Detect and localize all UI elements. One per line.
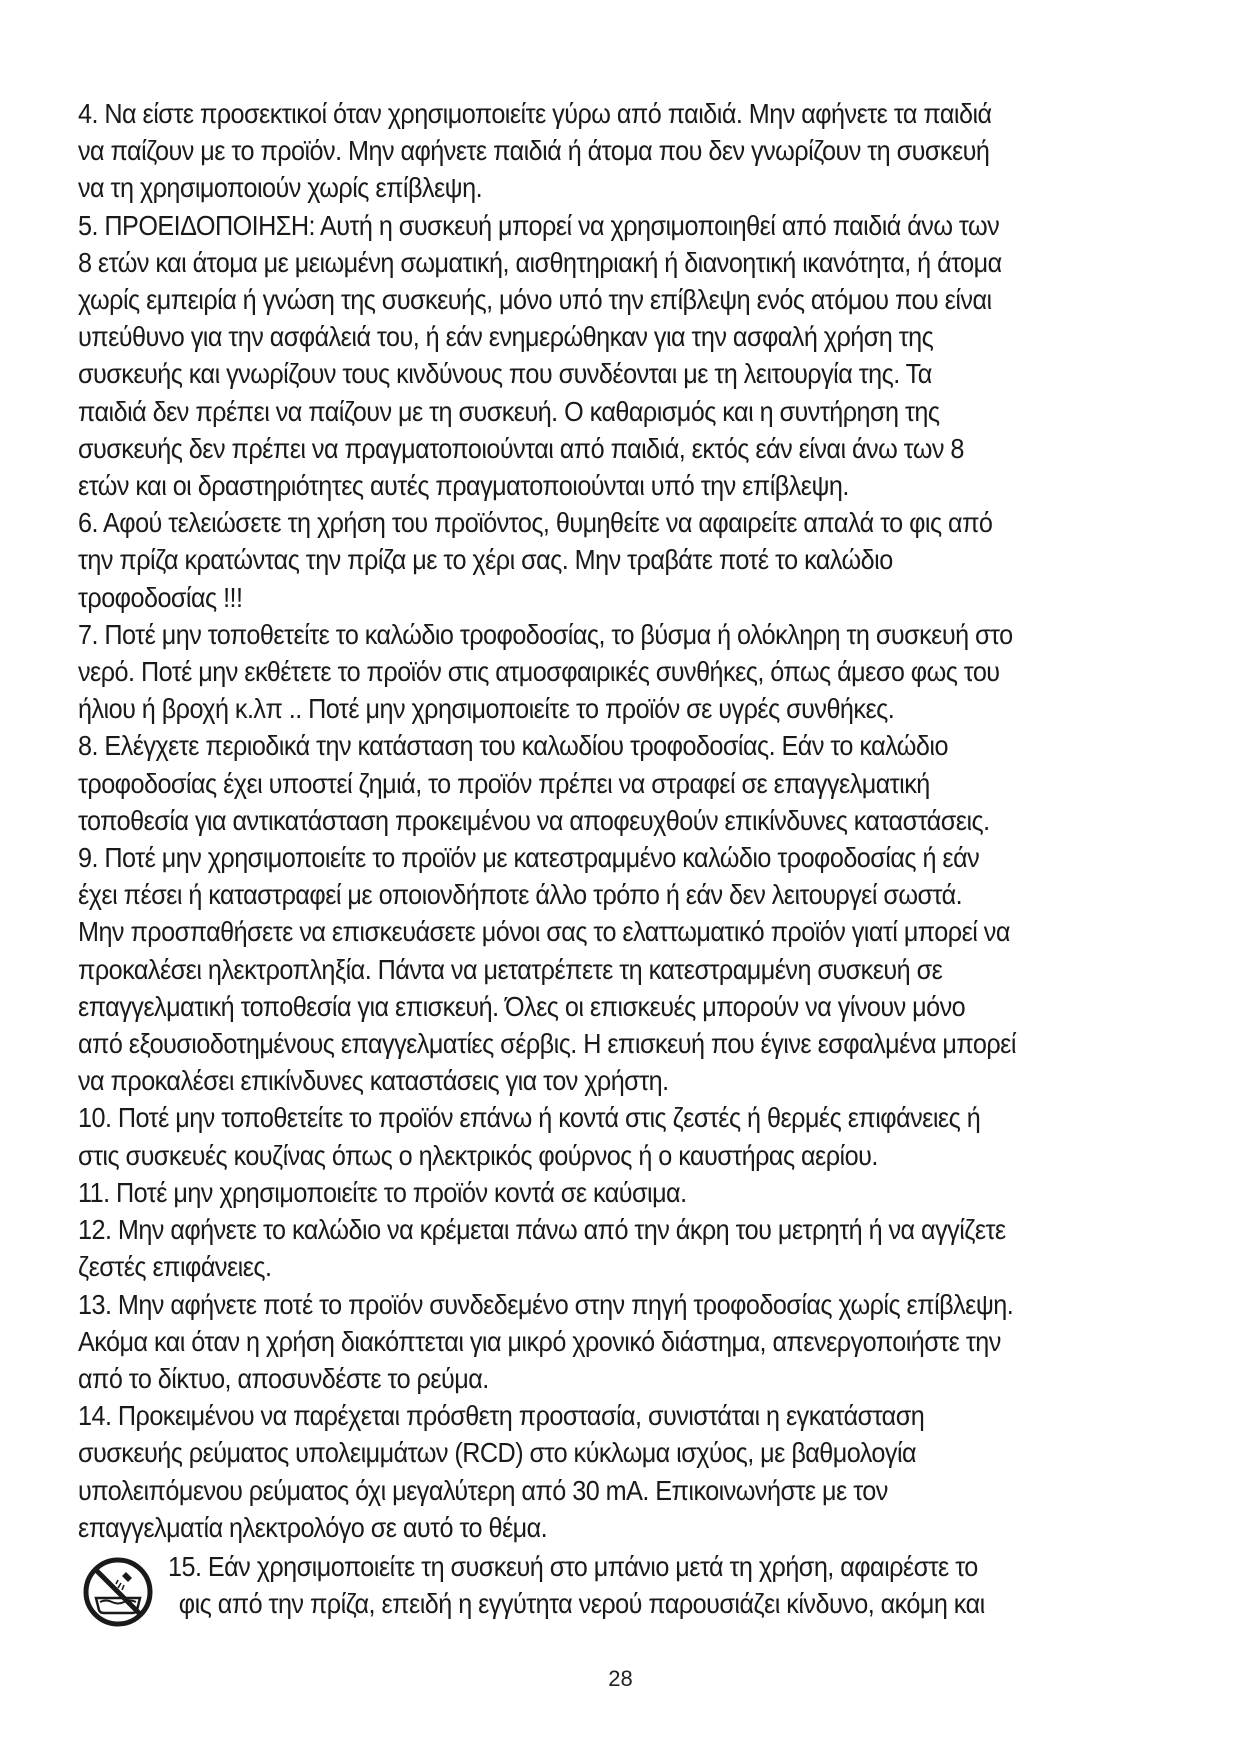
paragraph-line: στις συσκευές κουζίνας όπως ο ηλεκτρικός φούρνος ή ο καυστήρας αερίου. <box>78 1139 878 1171</box>
paragraph-line: 13. Μην αφήνετε ποτέ το προϊόν συνδεδεμένο στην πηγή τροφοδοσίας χωρίς επίβλεψη. <box>78 1288 1014 1320</box>
paragraph-line: προκαλέσει ηλεκτροπληξία. Πάντα να μετατρέπετε τη κατεστραμμένη συσκευή σε <box>78 953 943 985</box>
paragraph-line: συσκευής και γνωρίζουν τους κινδύνους που συνδέονται με τη λειτουργία της. Τα <box>78 358 932 390</box>
paragraph-line: υπολειπόμενου ρεύματος όχι μεγαλύτερη από 30 mA. Επικοινωνήστε με τον <box>78 1474 888 1506</box>
paragraph-14 <box>78 1397 1168 1546</box>
paragraph-line: 11. Ποτέ μην χρησιμοποιείτε το προϊόν κοντά σε καύσιμα. <box>78 1176 687 1208</box>
paragraph-10 <box>78 1099 1168 1173</box>
page-body <box>78 95 1168 1622</box>
instruction-list <box>78 95 1168 1546</box>
paragraph-12 <box>78 1211 1168 1285</box>
paragraph-line: επαγγελματία ηλεκτρολόγο σε αυτό το θέμα. <box>78 1511 548 1543</box>
paragraph-line: 8 ετών και άτομα με μειωμένη σωματική, αισθητηριακή ή διανοητική ικανότητα, ή άτομα <box>78 246 1002 278</box>
paragraph-15 <box>78 1548 1168 1622</box>
paragraph-8 <box>78 727 1168 839</box>
paragraph-line: να παίζουν με το προϊόν. Μην αφήνετε παιδιά ή άτομα που δεν γνωρίζουν τη συσκευή <box>78 135 990 167</box>
paragraph-line: από το δίκτυο, αποσυνδέστε το ρεύμα. <box>78 1362 489 1394</box>
paragraph-line: να τη χρησιμοποιούν χωρίς επίβλεψη. <box>78 172 483 204</box>
paragraph-line: 5. ΠΡΟΕΙΔΟΠΟΙΗΣΗ: Αυτή η συσκευή μπορεί να χρησιμοποιηθεί από παιδιά άνω των <box>78 209 1000 241</box>
paragraph-line: την πρίζα κρατώντας την πρίζα με το χέρι σας. Μην τραβάτε ποτέ το καλώδιο <box>78 544 893 576</box>
paragraph-line: συσκευής δεν πρέπει να πραγματοποιούνται από παιδιά, εκτός εάν είναι άνω των 8 <box>78 432 964 464</box>
paragraph-5 <box>78 207 1168 505</box>
paragraph-line: τοποθεσία για αντικατάσταση προκειμένου να αποφευχθούν επικίνδυνες καταστάσεις. <box>78 804 990 836</box>
paragraph-line: επαγγελματική τοποθεσία για επισκευή. Όλες οι επισκευές μπορούν να γίνουν μόνο <box>78 990 966 1022</box>
paragraph-line: να προκαλέσει επικίνδυνες καταστάσεις για τον χρήστη. <box>78 1065 669 1097</box>
page-number: 28 <box>608 1666 633 1691</box>
paragraph-6 <box>78 504 1168 616</box>
paragraph-line: ζεστές επιφάνειες. <box>78 1251 272 1283</box>
paragraph-15-line-1: 15. Εάν χρησιμοποιείτε τη συσκευή στο μπάνιο μετά τη χρήση, αφαιρέστε το <box>168 1550 978 1582</box>
paragraph-11 <box>78 1174 1168 1211</box>
paragraph-line: τροφοδοσίας !!! <box>78 581 243 613</box>
paragraph-4 <box>78 95 1168 207</box>
paragraph-line: υπεύθυνο για την ασφάλειά του, ή εάν ενημερώθηκαν για την ασφαλή χρήση της <box>78 321 934 353</box>
paragraph-line: 4. Να είστε προσεκτικοί όταν χρησιμοποιείτε γύρω από παιδιά. Μην αφήνετε τα παιδιά <box>78 98 992 129</box>
paragraph-line: χωρίς εμπειρία ή γνώση της συσκευής, μόνο υπό την επίβλεψη ενός ατόμου που είναι <box>78 284 992 316</box>
paragraph-line: τροφοδοσίας έχει υποστεί ζημιά, το προϊόν πρέπει να στραφεί σε επαγγελματική <box>78 767 930 799</box>
paragraph-line: 14. Προκειμένου να παρέχεται πρόσθετη προστασία, συνιστάται η εγκατάσταση <box>78 1400 925 1432</box>
paragraph-line: παιδιά δεν πρέπει να παίζουν με τη συσκευή. Ο καθαρισμός και η συντήρηση της <box>78 395 940 427</box>
paragraph-15-line-2: φις από την πρίζα, επειδή η εγγύτητα νερού παρουσιάζει κίνδυνο, ακόμη και <box>178 1588 985 1620</box>
paragraph-line: ετών και οι δραστηριότητες αυτές πραγματοποιούνται υπό την επίβλεψη. <box>78 470 849 502</box>
paragraph-13 <box>78 1286 1168 1398</box>
paragraph-line: 8. Ελέγχετε περιοδικά την κατάσταση του καλωδίου τροφοδοσίας. Εάν το καλώδιο <box>78 730 948 762</box>
paragraph-line: 7. Ποτέ μην τοποθετείτε το καλώδιο τροφοδοσίας, το βύσμα ή ολόκληρη τη συσκευή στο <box>78 618 1013 650</box>
paragraph-line: από εξουσιοδοτημένους επαγγελματίες σέρβις. Η επισκευή που έγινε εσφαλμένα μπορεί <box>78 1028 1016 1060</box>
paragraph-line: έχει πέσει ή καταστραφεί με οποιονδήποτε άλλο τρόπο ή εάν δεν λειτουργεί σωστά. <box>78 879 963 911</box>
paragraph-line: 12. Μην αφήνετε το καλώδιο να κρέμεται πάνω από την άκρη του μετρητή ή να αγγίζετε <box>78 1214 1006 1246</box>
paragraph-line: ήλιου ή βροχή κ.λπ .. Ποτέ μην χρησιμοποιείτε το προϊόν σε υγρές συνθήκες. <box>78 693 895 725</box>
paragraph-9 <box>78 839 1168 1099</box>
paragraph-7 <box>78 616 1168 728</box>
paragraph-line: 6. Αφού τελειώσετε τη χρήση του προϊόντος, θυμηθείτε να αφαιρείτε απαλά το φις από <box>78 507 993 539</box>
paragraph-line: 10. Ποτέ μην τοποθετείτε το προϊόν επάνω ή κοντά στις ζεστές ή θερμές επιφάνειες ή <box>78 1102 981 1134</box>
paragraph-line: Μην προσπαθήσετε να επισκευάσετε μόνοι σας το ελαττωματικό προϊόν γιατί μπορεί να <box>78 916 1010 948</box>
paragraph-line: 9. Ποτέ μην χρησιμοποιείτε το προϊόν με κατεστραμμένο καλώδιο τροφοδοσίας ή εάν <box>78 842 980 874</box>
paragraph-line: συσκευής ρεύματος υπολειμμάτων (RCD) στο κύκλωμα ισχύος, με βαθμολογία <box>78 1437 917 1469</box>
paragraph-line: Ακόμα και όταν η χρήση διακόπτεται για μικρό χρονικό διάστημα, απενεργοποιήστε την <box>78 1325 1001 1357</box>
paragraph-line: νερό. Ποτέ μην εκθέτετε το προϊόν στις ατμοσφαιρικές συνθήκες, όπως άμεσο φως του <box>78 656 1000 688</box>
